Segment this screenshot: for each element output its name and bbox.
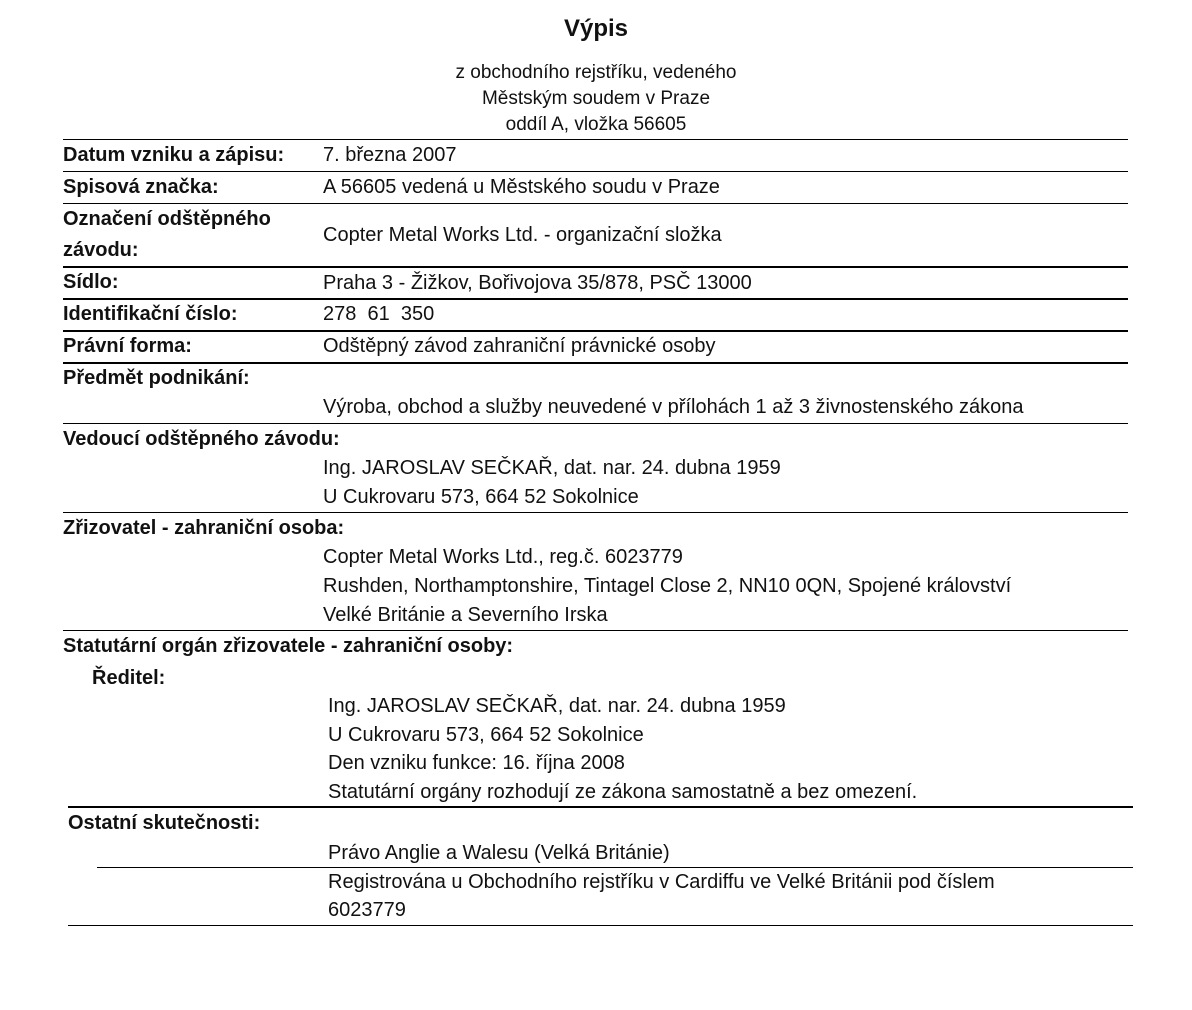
divider: [63, 330, 1128, 332]
divider: [68, 806, 1133, 808]
value-statutarni-line: Den vzniku funkce: 16. října 2008: [328, 752, 625, 774]
value-sidlo: Praha 3 - Žižkov, Bořivojova 35/878, PSČ 13000: [323, 272, 752, 294]
label-ostatni-skutecnosti: Ostatní skutečnosti:: [68, 812, 261, 834]
subtitle-line: Městským soudem v Praze: [481, 88, 711, 109]
subtitle-line: oddíl A, vložka 56605: [505, 114, 687, 135]
value-statutarni-line: Ing. JAROSLAV SEČKAŘ, dat. nar. 24. dubna 1959: [328, 695, 786, 717]
value-pravni-forma: Odštěpný závod zahraniční právnické osoby: [323, 335, 716, 357]
value-ico: 278 61 350: [323, 303, 435, 325]
value-ostatni-item: Registrována u Obchodního rejstříku v Cardiffu ve Velké Británii pod číslem: [328, 871, 995, 893]
value-zrizovatel-line: Copter Metal Works Ltd., reg.č. 6023779: [323, 546, 683, 568]
value-oznaceni: Copter Metal Works Ltd. - organizační složka: [323, 224, 722, 246]
divider: [63, 139, 1128, 140]
label-ico: Identifikační číslo:: [63, 303, 238, 325]
value-ostatni-item-cont: 6023779: [328, 899, 406, 921]
value-zrizovatel-line: Rushden, Northamptonshire, Tintagel Close 2, NN10 0QN, Spojené království: [323, 575, 1012, 597]
page-title: Výpis: [563, 15, 629, 42]
label-predmet-podnikani: Předmět podnikání:: [63, 367, 250, 389]
label-vedouci: Vedoucí odštěpného závodu:: [63, 428, 340, 450]
divider: [63, 423, 1128, 424]
label-datum-vzniku: Datum vzniku a zápisu:: [63, 144, 285, 166]
value-predmet-podnikani: Výroba, obchod a služby neuvedené v přílohách 1 až 3 živnostenského zákona: [323, 396, 1024, 418]
divider: [97, 867, 1133, 868]
value-zrizovatel-line: Velké Británie a Severního Irska: [323, 604, 608, 626]
value-spisova-znacka: A 56605 vedená u Městského soudu v Praze: [323, 176, 720, 198]
value-ostatni-item: Právo Anglie a Walesu (Velká Británie): [328, 842, 670, 864]
value-datum-vzniku: 7. března 2007: [323, 144, 457, 166]
divider: [63, 171, 1128, 172]
label-statutarni-organ: Statutární orgán zřizovatele - zahraniční osoby:: [63, 635, 514, 657]
divider: [68, 925, 1133, 926]
value-vedouci-line: U Cukrovaru 573, 664 52 Sokolnice: [323, 486, 639, 508]
subtitle-line: z obchodního rejstříku, vedeného: [455, 62, 737, 83]
divider: [63, 362, 1128, 364]
label-reditel: Ředitel:: [92, 667, 166, 689]
divider: [63, 203, 1128, 204]
label-pravni-forma: Právní forma:: [63, 335, 192, 357]
divider: [63, 266, 1128, 268]
value-statutarni-line: U Cukrovaru 573, 664 52 Sokolnice: [328, 724, 644, 746]
label-zrizovatel: Zřizovatel - zahraniční osoba:: [63, 517, 345, 539]
label-spisova-znacka: Spisová značka:: [63, 176, 219, 198]
divider: [63, 298, 1128, 300]
label-sidlo: Sídlo:: [63, 271, 119, 293]
divider: [63, 512, 1128, 513]
divider: [63, 630, 1128, 631]
value-vedouci-line: Ing. JAROSLAV SEČKAŘ, dat. nar. 24. dubna 1959: [323, 457, 781, 479]
label-oznaceni-cont: závodu:: [63, 239, 139, 261]
value-statutarni-line: Statutární orgány rozhodují ze zákona samostatně a bez omezení.: [328, 781, 918, 803]
label-oznaceni: Označení odštěpného: [63, 208, 271, 230]
